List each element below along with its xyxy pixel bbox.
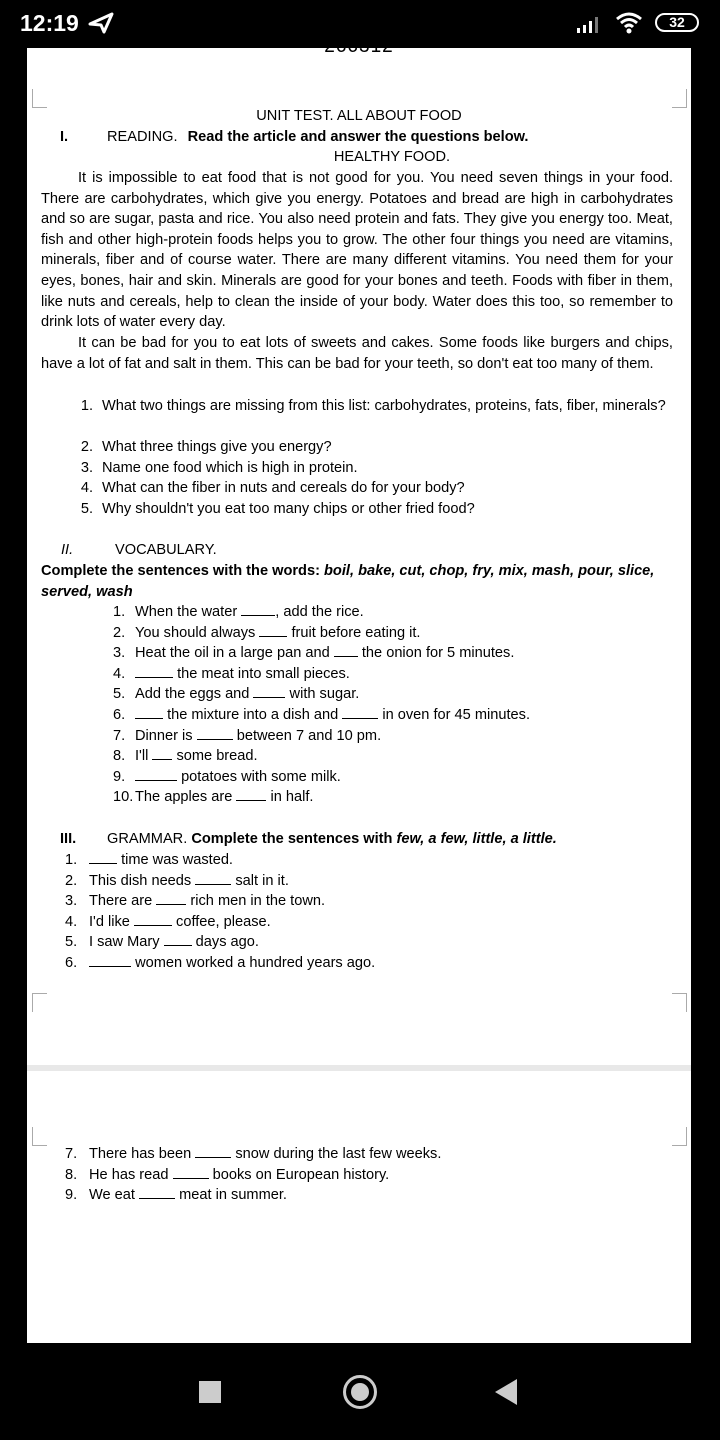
section2-name: VOCABULARY. — [115, 542, 217, 558]
answer-blank[interactable] — [156, 891, 186, 905]
answer-blank[interactable] — [241, 602, 275, 616]
answer-blank[interactable] — [342, 705, 378, 719]
answer-blank[interactable] — [253, 684, 285, 698]
item-number: 5. — [65, 934, 78, 951]
question-number: 3. — [80, 460, 93, 476]
corner-mark — [32, 1127, 47, 1146]
fill-in-sentence: the meat into small pieces. — [135, 664, 350, 685]
question-1: What two things are missing from this list: carbohydrates, proteins, fats, fiber, minerals? — [102, 398, 666, 414]
document-page-1[interactable] — [27, 36, 691, 1065]
item-number: 7. — [65, 1146, 78, 1162]
fill-in-sentence: When the water , add the rice. — [135, 604, 364, 620]
article-paragraph-2: It can be bad for you to eat lots of sweets and cakes. Some foods like burgers and chips, have a lot of fat and salt in them. This can be bad for your teeth, so don't eat too many of them. — [41, 335, 673, 372]
answer-blank[interactable] — [197, 726, 233, 740]
fill-in-sentence: I'll some bread. — [135, 748, 258, 765]
fill-in-sentence: There are rich men in the town. — [89, 893, 326, 910]
answer-blank[interactable] — [139, 1185, 175, 1199]
fill-in-sentence: He has read books on European history. — [89, 1166, 390, 1183]
question-number: 4. — [80, 480, 93, 496]
signal-icon — [576, 14, 604, 34]
item-number: 5. — [113, 686, 126, 703]
fill-in-sentence: potatoes with some milk. — [135, 767, 341, 788]
fill-in-sentence: You should always fruit before eating it. — [135, 624, 421, 641]
answer-blank[interactable] — [195, 871, 231, 885]
answer-blank[interactable] — [334, 643, 358, 657]
answer-blank[interactable] — [134, 912, 172, 926]
section1-heading: READING. Read the article and answer the questions below. — [107, 129, 529, 145]
item-number: 6. — [113, 707, 126, 723]
clock: 12:19 — [20, 10, 79, 36]
answer-blank[interactable] — [135, 705, 163, 719]
item-number: 7. — [113, 727, 126, 744]
item-number: 4. — [65, 913, 78, 930]
item-number: 8. — [113, 748, 126, 765]
article-title: HEALTHY FOOD. — [333, 149, 451, 165]
fill-in-sentence: time was wasted. — [89, 850, 233, 871]
question-number: 1. — [80, 398, 93, 414]
answer-blank[interactable] — [164, 932, 192, 946]
fill-in-sentence: This dish needs salt in it. — [89, 872, 289, 889]
back-button[interactable] — [495, 1379, 517, 1405]
telegram-send-icon — [88, 12, 114, 34]
answer-blank[interactable] — [135, 767, 177, 781]
corner-mark — [32, 993, 47, 1012]
item-number: 3. — [113, 645, 126, 662]
item-number: 4. — [113, 665, 126, 682]
answer-blank[interactable] — [173, 1165, 209, 1179]
item-number: 9. — [113, 768, 126, 785]
corner-mark — [672, 1127, 687, 1146]
question-3: Name one food which is high in protein. — [102, 460, 358, 476]
navigation-bar — [0, 1343, 720, 1440]
battery-indicator: 32 — [655, 13, 699, 32]
fill-in-sentence: I'd like coffee, please. — [89, 913, 271, 930]
document-page-2[interactable] — [27, 1071, 691, 1343]
question-2: What three things give you energy? — [102, 439, 332, 455]
answer-blank[interactable] — [195, 1144, 231, 1158]
question-number: 5. — [80, 501, 93, 517]
question-number: 2. — [80, 439, 93, 455]
answer-blank[interactable] — [135, 664, 173, 678]
corner-mark — [672, 993, 687, 1012]
fill-in-sentence: Dinner is between 7 and 10 pm. — [135, 727, 382, 744]
item-number: 10. — [113, 789, 134, 806]
home-button[interactable] — [343, 1375, 377, 1409]
question-5: Why shouldn't you eat too many chips or other fried food? — [102, 501, 475, 517]
item-number: 1. — [113, 604, 126, 620]
article-paragraph-1: It is impossible to eat food that is not good for you. You need seven things in your food. There are carbohydrates, which give you energy. Potatoes and bread are high in carbohydrates and so are sugar, pasta and rice. You also need protein and fats. They give you energy too. Meat, fish and other high-protein foods helps you to grow. The other four things you need are vitamins, minerals, fiber and of course water. There are many different vitamins. You need them for your eyes, bones, hair and skin. Minerals are good for your bones and teeth. Foods with fiber in them, like nuts and cereals, help to clean the inside of your body. Water does this too, so remember to drink lots of water every day. — [41, 170, 673, 331]
doc-title: UNIT TEST. ALL ABOUT FOOD — [256, 108, 462, 124]
section1-number: I. — [60, 129, 69, 145]
answer-blank[interactable] — [89, 850, 117, 864]
item-number: 9. — [65, 1187, 78, 1204]
section2-number: II. — [61, 542, 74, 558]
fill-in-sentence: We eat meat in summer. — [89, 1187, 287, 1204]
item-number: 1. — [65, 852, 78, 868]
answer-blank[interactable] — [259, 623, 287, 637]
item-number: 8. — [65, 1166, 78, 1183]
fill-in-sentence: There has been snow during the last few weeks. — [89, 1146, 442, 1162]
document-code: 266312 — [324, 36, 394, 57]
fill-in-sentence: Heat the oil in a large pan and the onion for 5 minutes. — [135, 645, 515, 662]
fill-in-sentence: Add the eggs and with sugar. — [135, 686, 360, 703]
fill-in-sentence: I saw Mary days ago. — [89, 934, 259, 951]
answer-blank[interactable] — [89, 953, 131, 967]
item-number: 6. — [65, 955, 78, 971]
item-number: 3. — [65, 893, 78, 910]
fill-in-sentence: The apples are in half. — [135, 789, 314, 806]
answer-blank[interactable] — [152, 746, 172, 760]
item-number: 2. — [65, 872, 78, 889]
fill-in-sentence: the mixture into a dish and in oven for 45 minutes. — [135, 705, 530, 726]
section3-number: III. — [60, 831, 77, 847]
section3-heading: GRAMMAR. Complete the sentences with few, a few, little, a little. — [107, 831, 557, 847]
answer-blank[interactable] — [236, 787, 266, 801]
question-4: What can the fiber in nuts and cereals do for your body? — [102, 480, 465, 496]
item-number: 2. — [113, 624, 126, 641]
recent-apps-button[interactable] — [199, 1381, 221, 1403]
section2-instruction: Complete the sentences with the words: boil, bake, cut, chop, fry, mix, mash, pour, slice, served, wash — [41, 563, 655, 600]
fill-in-sentence: women worked a hundred years ago. — [89, 953, 375, 974]
wifi-icon — [616, 12, 642, 34]
